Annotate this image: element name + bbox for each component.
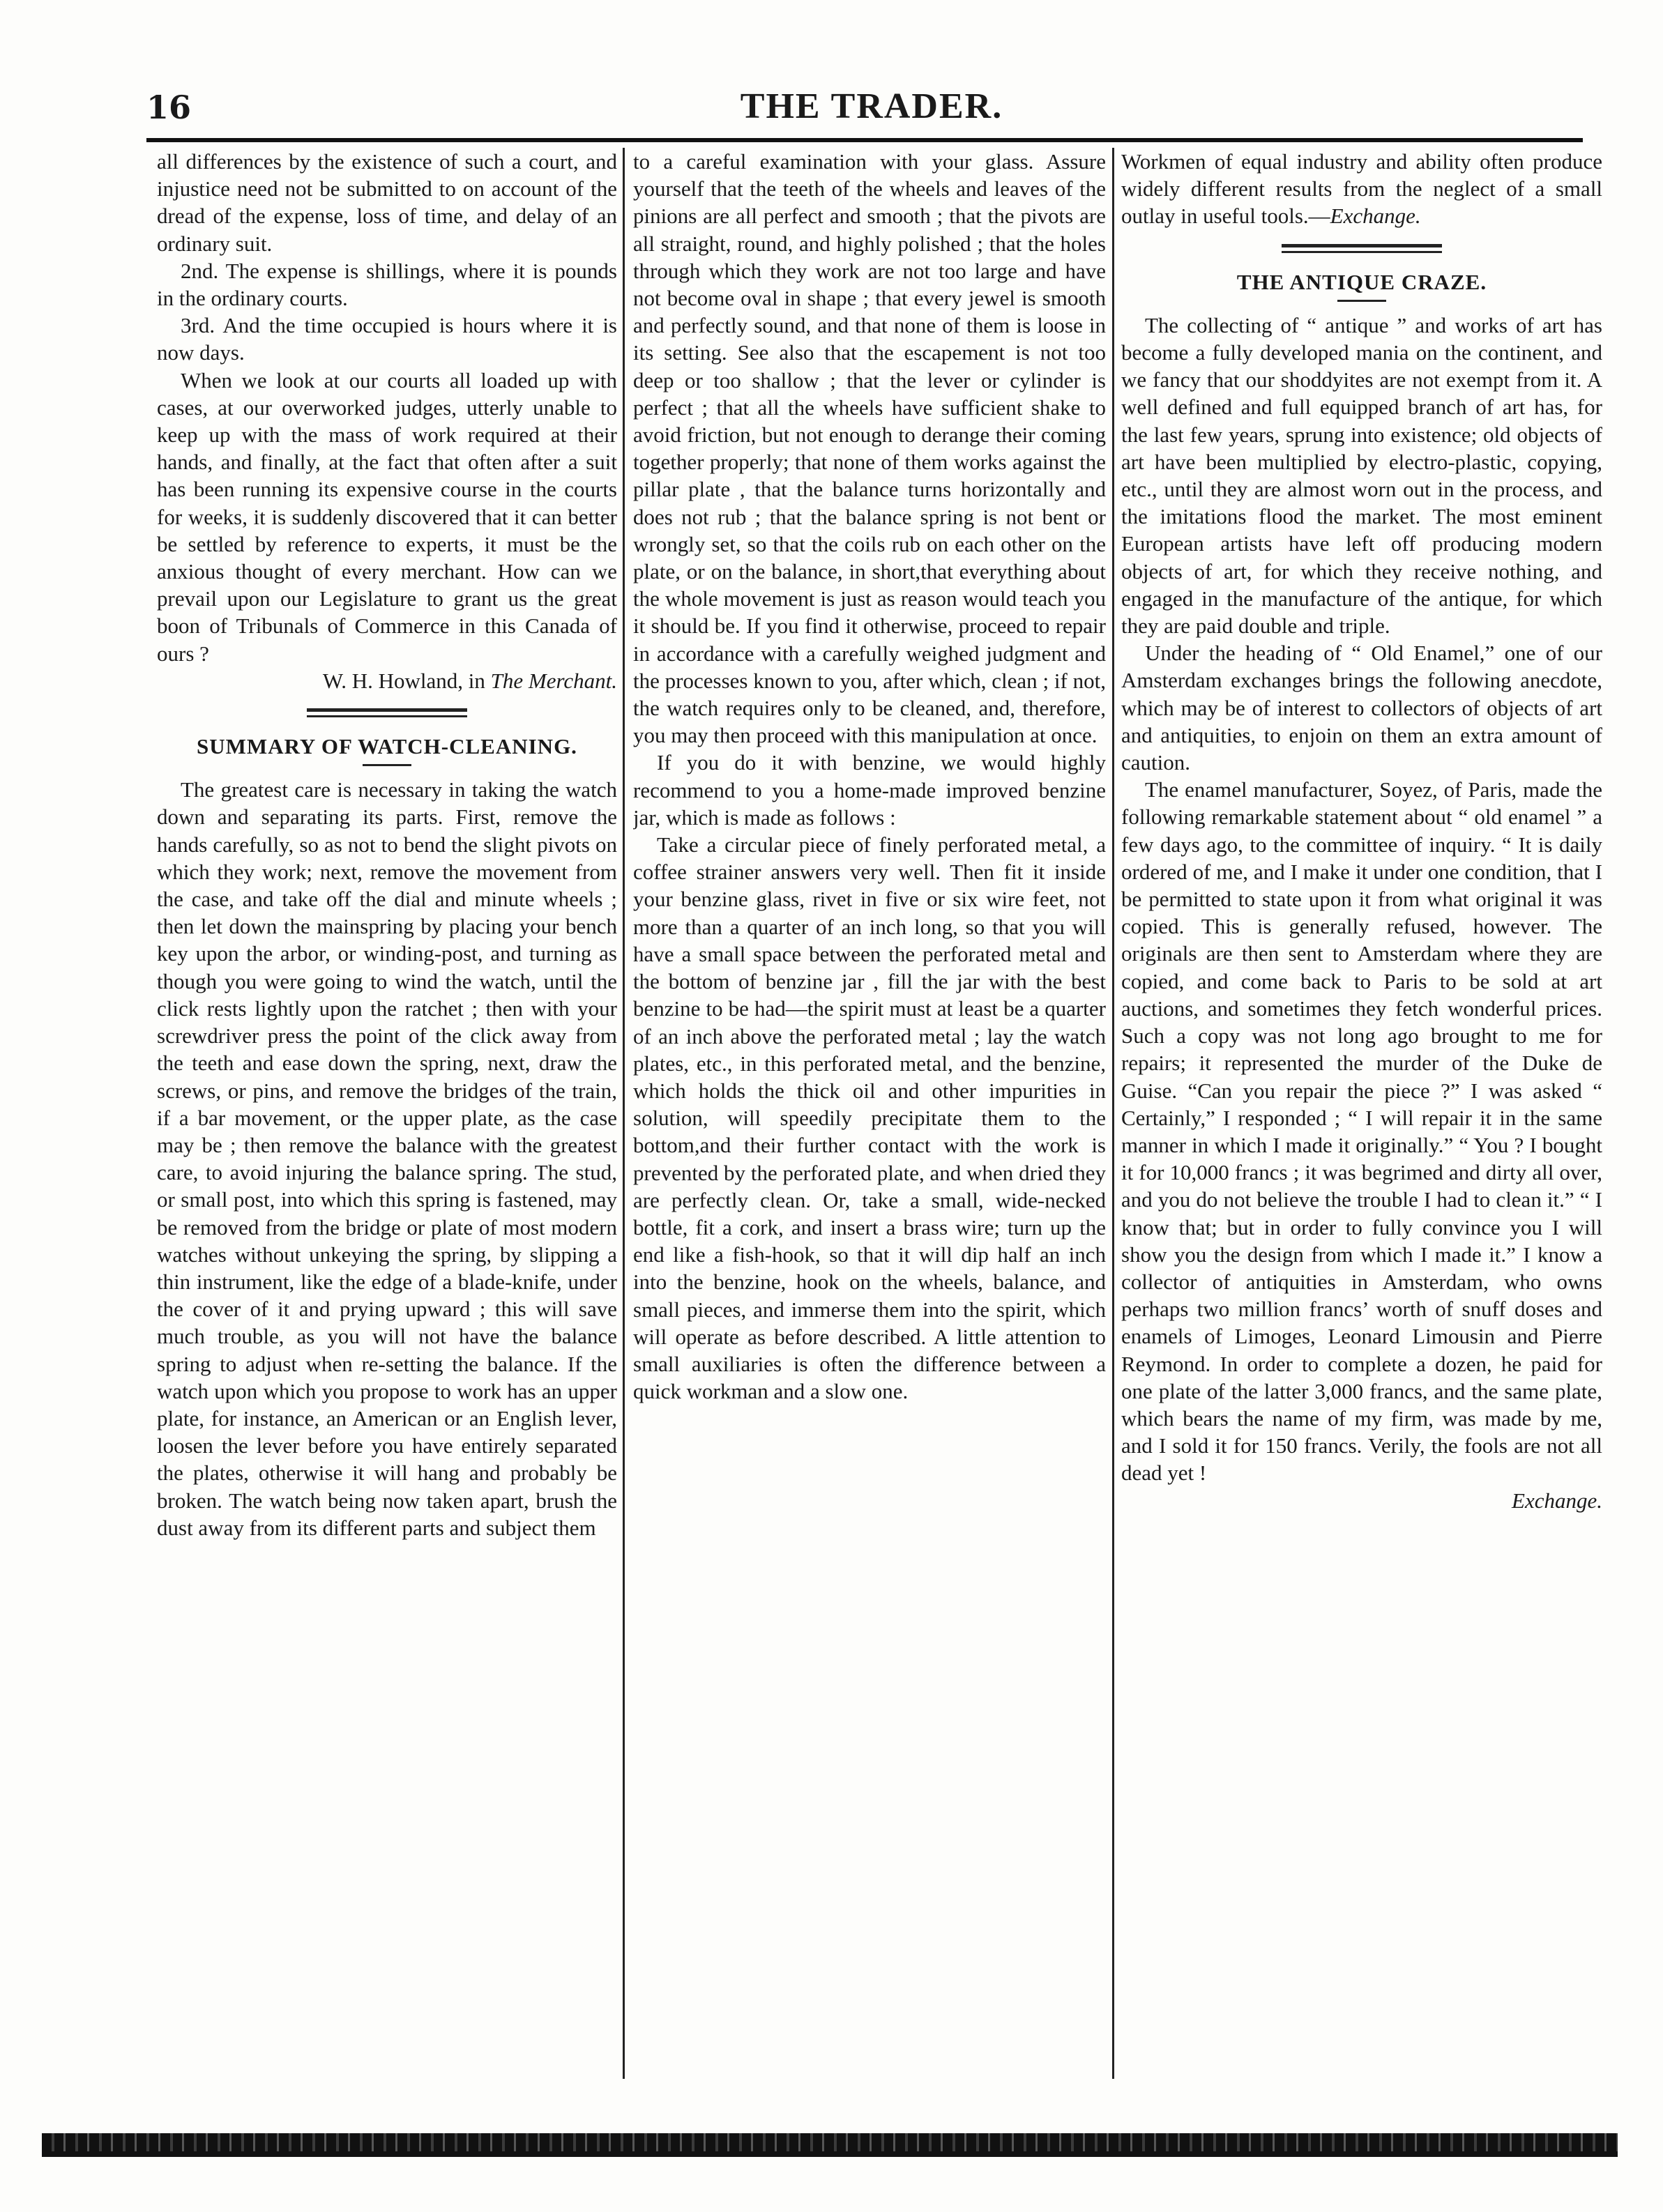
attribution-source: The Merchant. (490, 668, 617, 693)
paragraph: all differences by the existence of such a court, and injustice need not be submitted to on account of the dread of the expense, loss of time, and delay of an ordinary suit. (157, 149, 617, 256)
header-rule (146, 138, 1583, 142)
paragraph (1121, 148, 1602, 230)
footer-rule (42, 2151, 1618, 2157)
column-2 (633, 148, 1106, 2079)
article-title: THE ANTIQUE CRAZE. (1236, 269, 1487, 294)
paragraph: If you do it with benzine, we would highly recommend to you a home-made improved benzine jar, which is made as follows : (633, 750, 1106, 830)
running-title: THE TRADER. (740, 86, 1003, 126)
footer-ornament-bar (42, 2133, 1618, 2151)
paragraph: Take a circular piece of finely perforated metal, a coffee strainer answers very well. Then fit it inside your benzine glass, rivet in five or six wire feet, not more than a quarter of an inch long, so that you will have a small space between the perforated metal and the bottom of benzine jar , fill the jar with the best benzine to be had—the spirit must at least be a quarter of an inch above the perforated metal ; lay the watch plates, etc., in this perforated metal, and the benzine, which holds the thick oil and other impurities in solution, will speedily precipitate them to the bottom,and their further contact with the work is prevented by the perforated plate, and when dried they are perfectly clean. Or, take a small, wide-necked bottle, fit a cork, and insert a brass wire; turn up the end like a fish-hook, so that it will dip half an inch into the benzine, hook on the wheels, balance, and small pieces, and immerse them into the spirit, which will operate as before described. A little attention to small auxiliaries is often the difference between a quick workman and a slow one. (633, 832, 1106, 1404)
paragraph: Under the heading of “ Old Enamel,” one of our Amsterdam exchanges brings the following anecdote, which may be of interest to collectors of objects of art and antiquities, to enjoin on them an extra amount of caution. (1121, 641, 1602, 775)
paragraph: 2nd. The expense is shillings, where it is pounds in the ordinary courts. (157, 258, 617, 311)
column-divider-1 (623, 148, 625, 2079)
column-1 (157, 148, 617, 2079)
intro-source: Exchange. (1330, 204, 1421, 229)
paragraph: The collecting of “ antique ” and works of art has become a fully developed mania on the continent, and we fancy that our shoddyites are not exempt from it. A well defined and full equipped branch of art has, for the last few years, sprung into existence; old objects of art have been multiplied by electro-plastic, copying, etc., until they are almost worn out in the process, and the imitations flood the market. The most eminent European artists have left off producing modern objects of art, for which they receive nothing, and engaged in the manufacture of the antique, for which they are paid double and triple. (1121, 312, 1602, 639)
title-underline (1337, 300, 1386, 302)
end-source: Exchange. (1512, 1488, 1602, 1513)
section-separator (307, 708, 467, 717)
column-3 (1121, 148, 1602, 2079)
intro-text: Workmen of equal industry and ability often produce widely different results from the neglect of a small outlay in useful tools.— (1121, 149, 1602, 229)
attribution-author: W. H. Howland, in (322, 668, 485, 693)
title-underline (363, 764, 411, 766)
paragraph: The greatest care is necessary in taking the watch down and separating its parts. First, remove the hands carefully, so as not to bend the slight pivots on which they work; next, remove the movement from the case, and take off the dial and minute wheels ; then let down the mainspring by placing your bench key upon the arbor, or winding-post, and turning as though you were going to wind the watch, until the click rests lightly upon the ratchet ; then with your screwdriver press the point of the click away from the teeth and ease down the spring, next, draw the screws, or pins, and remove the bridges of the train, if a bar movement, or the upper plate, as the case may be ; then remove the balance with the greatest care, to avoid injuring the balance spring. The stud, or small post, into which this spring is fastened, may be removed from the bridge or plate of most modern watches without unkeying the spring, by slipping a thin instrument, like the edge of a blade-knife, under the cover of it and prying upward ; this will save much trouble, as you will not have the balance spring to adjust when re-setting the balance. If the watch upon which you propose to work has an upper plate, for instance, an American or an English lever, loosen the lever before you have entirely separated the plates, otherwise it will hang and probably be broken. The watch being now taken apart, brush the dust away from its different parts and subject them (157, 777, 617, 1540)
attribution (157, 667, 617, 694)
section-separator (1282, 244, 1442, 253)
paragraph: The enamel manufacturer, Soyez, of Paris, made the following remarkable statement about “ old enamel ” a few days ago, to the committee of inquiry. “ It is daily ordered of me, and I make it under one condition, that I be permitted to state upon it from what original it was copied. This is generally refused, however. The originals are then sent to Amsterdam where they are copied, and come back to Paris to be sold at art auctions, and sometimes they fetch wonderful prices. Such a copy was not long ago brought to me for repairs; it represented the murder of the Duke de Guise. “Can you repair the piece ?” I was asked “ Certainly,” I responded ; “ I will repair it in the same manner in which I made it originally.” “ You ? I bought it for 10,000 francs ; it was begrimed and dirty all over, and you do not believe the trouble I had to clean it.” “ I know that; but in order to fully convince you I will show you the design from which I made it.” I know a collector of antiquities in Amsterdam, who owns perhaps two million francs’ worth of snuff doses and enamels of Limoges, Leonard Limousin and Pierre Reymond. In order to complete a dozen, he paid for one plate of the latter 3,000 francs, and the same plate, which bears the name of my firm, was made by me, and I sold it for 150 francs. Verily, the fools are not all dead yet ! (1121, 777, 1602, 1486)
paragraph: to a careful examination with your glass. Assure yourself that the teeth of the wheels and leaves of the pinions are all perfect and smooth ; that the pivots are all straight, round, and highly polished ; that the holes through which they work are not too large and have not become oval in shape ; that every jewel is smooth and perfectly sound, and that none of them is loose in its setting. See also that the escapement is not too deep or too shallow ; that the lever or cylinder is perfect ; that all the wheels have sufficient shake to avoid friction, but not enough to derange their coming together properly; that none of them works against the pillar plate , that the balance turns horizontally and does not rub ; that the balance spring is not bent or wrongly set, so that the coils rub on each other on the plate, or on the balance, in short,that everything about the whole movement is just as reason would teach you it should be. If you find it otherwise, proceed to repair in accordance with a carefully weighed judgment and the processes known to you, after which, clean ; if not, the watch requires only to be cleaned, and, therefore, you may then proceed with this manipulation at once. (633, 149, 1106, 748)
column-divider-2 (1112, 148, 1114, 2079)
article-title: SUMMARY OF WATCH-CLEANING. (197, 734, 577, 759)
page-number: 16 (146, 89, 192, 126)
page-header (146, 80, 1597, 143)
paragraph: When we look at our courts all loaded up with cases, at our overworked judges, utterly unable to keep up with the mass of work required at their hands, and finally, at the fact that often after a suit has been running its expensive course in the courts for weeks, it is suddenly discovered that it can better be settled by reference to experts, it must be the anxious thought of every merchant. How can we prevail upon our Legislature to grant us the great boon of Tribunals of Commerce in this Canada of ours ? (157, 367, 617, 666)
paragraph: 3rd. And the time occupied is hours where it is now days. (157, 313, 617, 365)
